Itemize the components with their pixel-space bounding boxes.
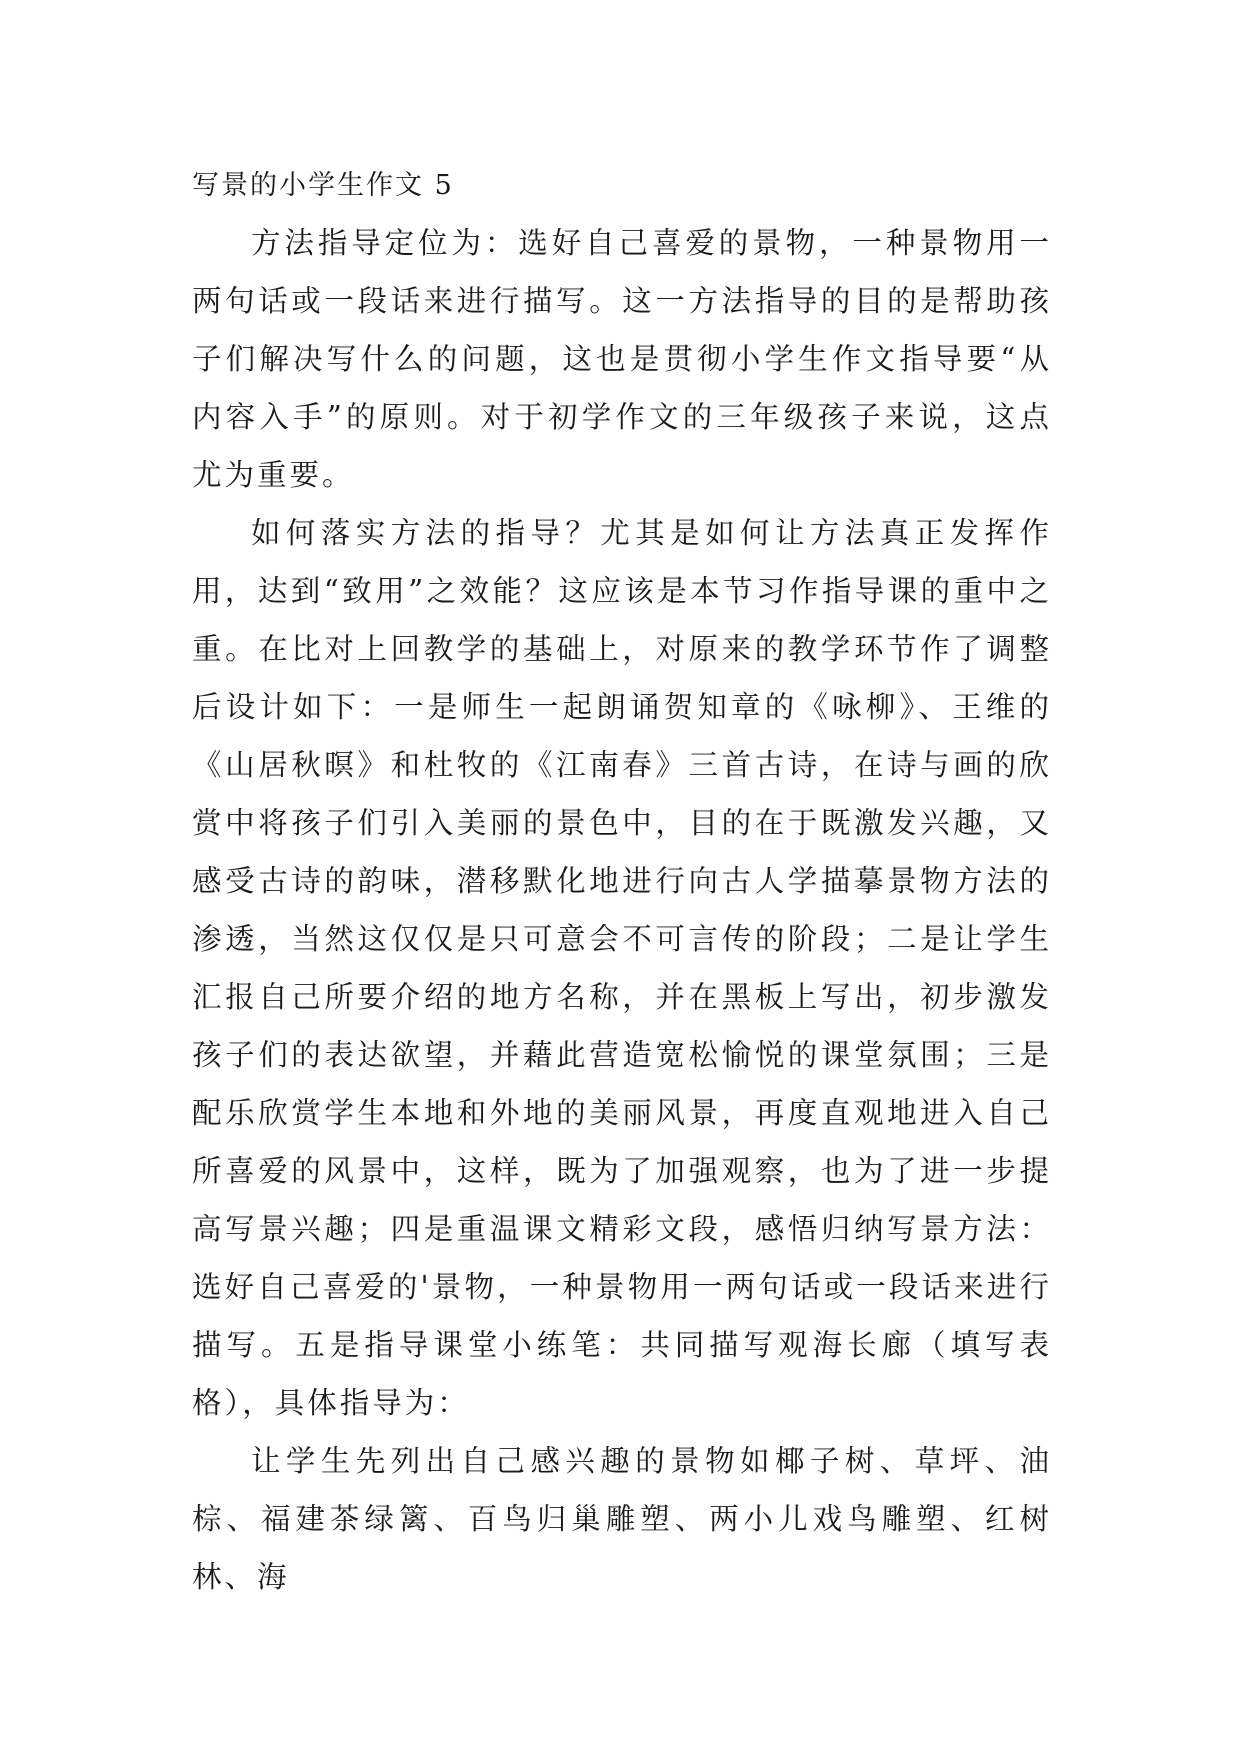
paragraph-method-positioning: 方法指导定位为：选好自己喜爱的景物，一种景物用一两句话或一段话来进行描写。这一方法指导的目的是帮助孩子们解决写什么的问题，这也是贯彻小学生作文指导要“从内容入手”的原则。对于初学作文的三年级孩子来说，这点尤为重要。 [192, 226, 1052, 492]
paragraph-method-implementation: 如何落实方法的指导？尤其是如何让方法真正发挥作用，达到“致用”之效能？这应该是本节习作指导课的重中之重。在比对上回教学的基础上，对原来的教学环节作了调整后设计如下：一是师生一起朗诵贺知章的《咏柳》、王维的《山居秋暝》和杜牧的《江南春》三首古诗，在诗与画的欣赏中将孩子们引入美丽的景色中，目的在于既激发兴趣，又感受古诗的韵味，潜移默化地进行向古人学描摹景物方法的渗透，当然这仅仅是只可意会不可言传的阶段；二是让学生汇报自己所要介绍的地方名称，并在黑板上写出，初步激发孩子们的表达欲望，并藉此营造宽松愉悦的课堂氛围；三是配乐欣赏学生本地和外地的美丽风景，再度直观地进入自己所喜爱的风景中，这样，既为了加强观察，也为了进一步提高写景兴趣；四是重温课文精彩文段，感悟归纳写景方法：选好自己喜爱的'景物，一种景物用一两句话或一段话来进行描写。五是指导课堂小练笔：共同描写观海长廊（填写表格），具体指导为： [192, 516, 1052, 1420]
paragraph-student-listing: 让学生先列出自己感兴趣的景物如椰子树、草坪、油棕、福建茶绿篱、百鸟归巢雕塑、两小儿戏鸟雕塑、红树林、海 [192, 1444, 1052, 1594]
document-body [192, 214, 1052, 1606]
document-title: 写景的小学生作文 5 [192, 170, 454, 201]
